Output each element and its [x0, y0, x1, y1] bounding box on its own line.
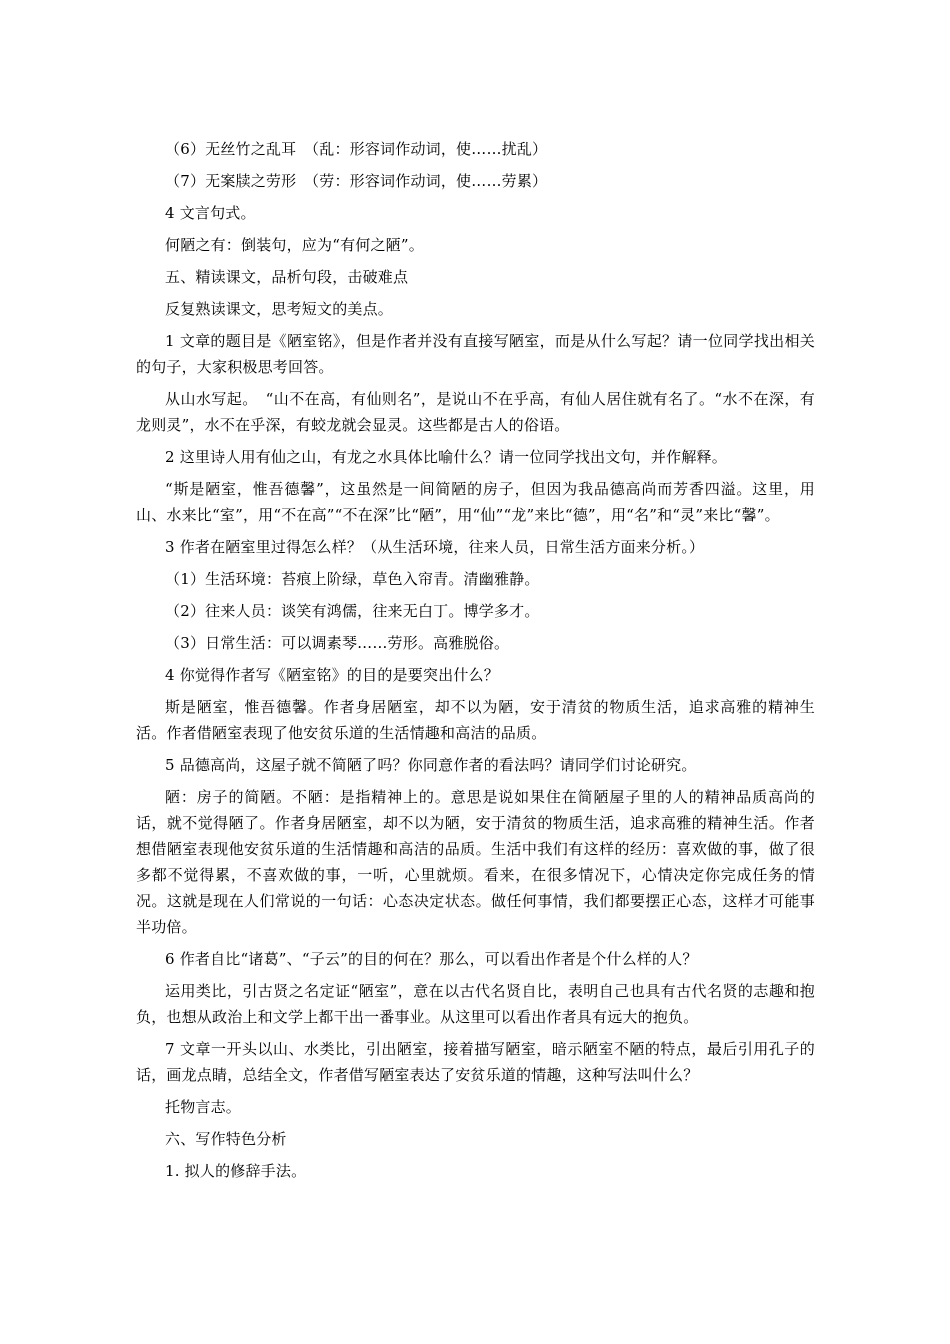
answer-3-item-1: （1）生活环境：苔痕上阶绿，草色入帘青。清幽雅静。 — [165, 570, 540, 588]
writing-feature-1: 1. 拟人的修辞手法。 — [165, 1162, 307, 1180]
question-4: 4 你觉得作者写《陋室铭》的目的是要突出什么？ — [165, 666, 499, 684]
answer-3-item-3: （3）日常生活：可以调素琴……劳形。高雅脱俗。 — [165, 634, 510, 652]
question-1: 1 文章的题目是《陋室铭》，但是作者并没有直接写陋室，而是从什么写起？请一位同学找出相关的句子，大家积极思考回答。 — [136, 332, 815, 376]
question-3: 3 作者在陋室里过得怎么样？（从生活环境，往来人员，日常生活方面来分析。） — [165, 538, 705, 556]
answer-1: 从山水写起。 “山不在高，有仙则名”，是说山不在乎高，有仙人居住就有名了。“水不在深，有龙则灵”，水不在乎深，有蛟龙就会显灵。这些都是古人的俗语。 — [136, 390, 815, 434]
answer-5: 陋：房子的简陋。不陋：是指精神上的。意思是说如果住在简陋屋子里的人的精神品质高尚的话，就不觉得陋了。作者身居陋室，却不以为陋，安于清贫的物质生活，追求高雅的精神生活。作者想借陋室表现他安贫乐道的生活情趣和高洁的品质。生活中我们有这样的经历：喜欢做的事，做了很多都不觉得累，不喜欢做的事，一听，心里就烦。看来，在很多情况下，心情决定你完成任务的情况。这就是现在人们常说的一句话：心态决定状态。做任何事情，我们都要摆正心态，这样才可能事半功倍。 — [136, 788, 815, 936]
paragraph-annotation-6: （6）无丝竹之乱耳 （乱：形容词作动词，使……扰乱） — [165, 140, 548, 158]
paragraph-annotation-7: （7）无案牍之劳形 （劳：形容词作动词，使……劳累） — [165, 172, 548, 190]
answer-6: 运用类比，引古贤之名定证“陋室”，意在以古代名贤自比，表明自己也具有古代名贤的志趣和抱负，也想从政治上和文学上都干出一番事业。从这里可以看出作者具有远大的抱负。 — [136, 982, 815, 1026]
paragraph-inverted-sentence: 何陋之有：倒装句，应为“有何之陋”。 — [165, 236, 424, 254]
answer-3-item-2: （2）往来人员：谈笑有鸿儒，往来无白丁。博学多才。 — [165, 602, 540, 620]
section-heading-6: 六、写作特色分析 — [165, 1130, 287, 1148]
paragraph-reread-instruction: 反复熟读课文，思考短文的美点。 — [165, 300, 394, 318]
document-body — [136, 136, 815, 1190]
section-heading-5: 五、精读课文，品析句段，击破难点 — [165, 268, 409, 286]
question-7: 7 文章一开头以山、水类比，引出陋室，接着描写陋室，暗示陋室不陋的特点，最后引用孔子的话，画龙点睛，总结全文，作者借写陋室表达了安贫乐道的情趣，这种写法叫什么？ — [136, 1040, 815, 1084]
question-6: 6 作者自比“诸葛”、“子云”的目的何在？那么，可以看出作者是个什么样的人？ — [165, 950, 698, 968]
paragraph-heading-sentence-patterns: 4 文言句式。 — [165, 204, 256, 222]
answer-4: 斯是陋室，惟吾德馨。作者身居陋室，却不以为陋，安于清贫的物质生活，追求高雅的精神生活。作者借陋室表现了他安贫乐道的生活情趣和高洁的品质。 — [136, 698, 815, 742]
question-2: 2 这里诗人用有仙之山，有龙之水具体比喻什么？请一位同学找出文句，并作解释。 — [165, 448, 727, 466]
answer-7: 托物言志。 — [165, 1098, 242, 1116]
answer-2: “斯是陋室，惟吾德馨”，这虽然是一间简陋的房子，但因为我品德高尚而芳香四溢。这里，用山、水来比“室”，用“不在高”“不在深”比“陋”，用“仙”“龙”来比“德”，用“名”和“灵”来比“馨”。 — [136, 480, 815, 524]
question-5: 5 品德高尚，这屋子就不简陋了吗？你同意作者的看法吗？请同学们讨论研究。 — [165, 756, 697, 774]
